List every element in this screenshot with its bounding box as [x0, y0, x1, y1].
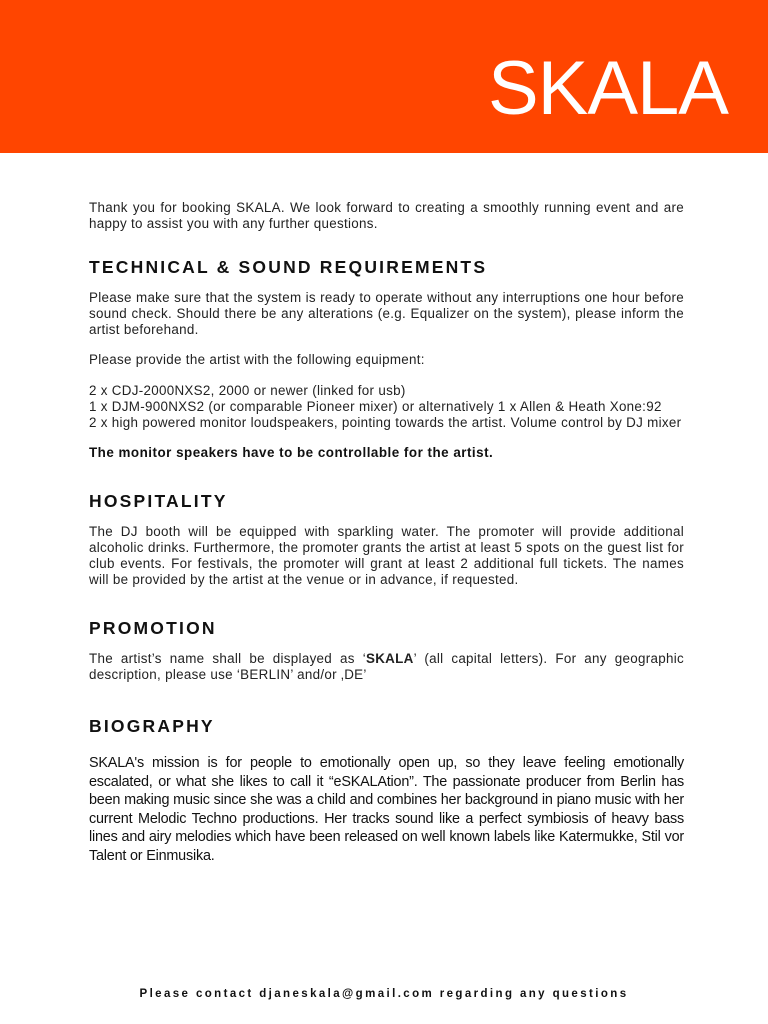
equipment-item: 1 x DJM-900NXS2 (or comparable Pioneer mixer) or alternatively 1 x Allen & Heath Xone:92: [89, 399, 662, 414]
equipment-intro: Please provide the artist with the following equipment:: [89, 352, 425, 367]
promotion-text-after: ’ (all capital letters). For any geographic description, please use ‘BERLIN’ and/or ‚DE’: [89, 651, 684, 682]
equipment-item: 2 x CDJ-2000NXS2, 2000 or newer (linked for usb): [89, 383, 406, 398]
hospitality-heading: HOSPITALITY: [89, 491, 228, 511]
biography-paragraph: SKALA's mission is for people to emotionally open up, so they leave feeling emotionally escalated, or what she likes to call it “eSKALAtion”. The passionate producer from Berlin has been making music since she was a child and combines her background in piano music with her current Melodic Techno productions. Her tracks sound like a perfect symbiosis of heavy bass lines and airy melodies which have been released on well known labels like Katermukke, Stil vor Talent or Einmusika.: [89, 755, 684, 864]
document-body: [89, 200, 684, 866]
header-banner: [0, 0, 768, 153]
promotion-heading: PROMOTION: [89, 618, 217, 638]
equipment-item: 2 x high powered monitor loudspeakers, pointing towards the artist. Volume control by DJ mixer: [89, 415, 682, 430]
footer-contact: Please contact djaneskala@gmail.com regarding any questions: [139, 988, 629, 1000]
technical-heading: TECHNICAL & SOUND REQUIREMENTS: [89, 257, 488, 277]
intro-paragraph: Thank you for booking SKALA. We look forward to creating a smoothly running event and are happy to assist you with any further questions.: [89, 200, 684, 231]
hospitality-paragraph: The DJ booth will be equipped with sparkling water. The promoter will provide additional alcoholic drinks. Furthermore, the promoter grants the artist at least 5 spots on the guest list for club events. For festivals, the promoter will grant at least 2 additional full tickets. The names will be provided by the artist at the venue or in advance, if requested.: [89, 524, 684, 587]
equipment-list: [89, 383, 684, 431]
monitor-note: The monitor speakers have to be controllable for the artist.: [89, 445, 494, 460]
promotion-artist-name: SKALA: [365, 651, 414, 666]
promotion-text-before: The artist’s name shall be displayed as ‘: [89, 651, 366, 666]
technical-paragraph: Please make sure that the system is ready to operate without any interruptions one hour before sound check. Should there be any alterations (e.g. Equalizer on the system), please inform the artist beforehand.: [89, 290, 684, 337]
biography-section: [89, 715, 684, 866]
biography-heading: BIOGRAPHY: [89, 716, 215, 736]
promotion-paragraph: [89, 651, 684, 683]
brand-title: SKALA: [487, 46, 728, 131]
